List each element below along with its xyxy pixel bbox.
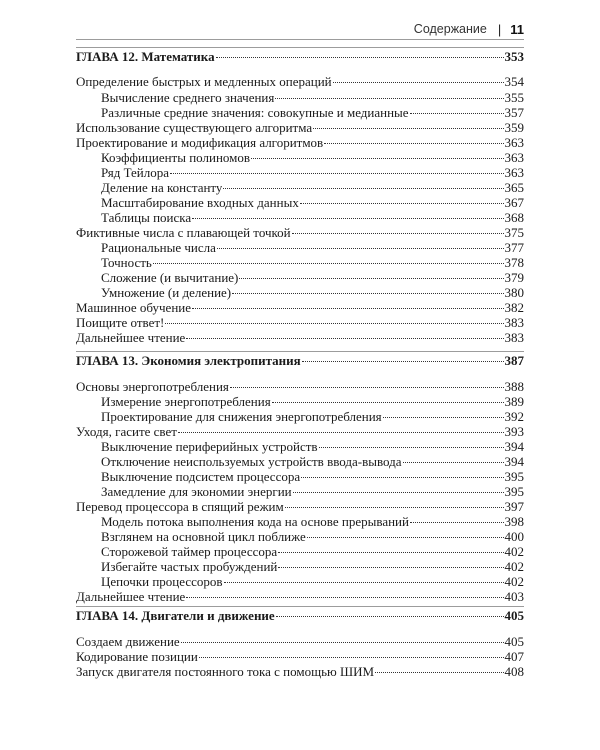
- toc-entry[interactable]: Модель потока выполнения кода на основе прерываний 398: [101, 514, 524, 529]
- running-head: [414, 19, 524, 39]
- toc-entry[interactable]: Машинное обучение 382: [76, 300, 524, 315]
- toc-entry[interactable]: Поищите ответ! 383: [76, 315, 524, 330]
- toc-entry[interactable]: Проектирование и модификация алгоритмов 363: [76, 135, 524, 150]
- toc-entry[interactable]: Коэффициенты полиномов 363: [101, 150, 524, 165]
- toc-entry[interactable]: Избегайте частых пробуждений 402: [101, 559, 524, 574]
- header-rule: [76, 39, 524, 40]
- running-head-section: Содержание: [413, 22, 487, 36]
- toc-entry[interactable]: Различные средние значения: совокупные и медианные 357: [101, 105, 524, 120]
- toc-entry[interactable]: Сложение (и вычитание) 379: [101, 270, 524, 285]
- toc-entry[interactable]: Фиктивные числа с плавающей точкой 375: [76, 225, 524, 240]
- toc-entry[interactable]: Деление на константу 365: [101, 180, 524, 195]
- toc-entry[interactable]: Создаем движение 405: [76, 634, 524, 649]
- toc-entry[interactable]: Кодирование позиции 407: [76, 649, 524, 664]
- toc-entry[interactable]: Использование существующего алгоритма 359: [76, 120, 524, 135]
- toc-entry[interactable]: Ряд Тейлора 363: [101, 165, 524, 180]
- toc-entry[interactable]: Точность 378: [101, 255, 524, 270]
- toc-entry[interactable]: Вычисление среднего значения 355: [101, 90, 524, 105]
- toc-entry[interactable]: Определение быстрых и медленных операций 354: [76, 74, 524, 89]
- toc-entry[interactable]: Умножение (и деление) 380: [101, 285, 524, 300]
- toc-entry[interactable]: Сторожевой таймер процессора 402: [101, 544, 524, 559]
- toc-entry[interactable]: Отключение неиспользуемых устройств ввода-вывода 394: [101, 454, 524, 469]
- toc-entry[interactable]: Перевод процессора в спящий режим 397: [76, 499, 524, 514]
- toc-entry[interactable]: Основы энергопотребления 388: [76, 379, 524, 394]
- running-head-separator: |: [497, 21, 502, 37]
- toc-entry[interactable]: Взглянем на основной цикл поближе 400: [101, 529, 524, 544]
- toc-entry[interactable]: Измерение энергопотребления 389: [101, 394, 524, 409]
- toc-chapter-13[interactable]: ГЛАВА 13. Экономия электропитания 387: [76, 353, 524, 368]
- toc-entry[interactable]: Дальнейшее чтение 403: [76, 589, 524, 604]
- toc-entry[interactable]: Дальнейшее чтение 383: [76, 330, 524, 345]
- toc-entry[interactable]: Запуск двигателя постоянного тока с помощью ШИМ 408: [76, 664, 524, 679]
- toc-entry[interactable]: Цепочки процессоров 402: [101, 574, 524, 589]
- toc-chapter-12[interactable]: ГЛАВА 12. Математика 353: [76, 49, 524, 64]
- page-number: 11: [510, 21, 524, 37]
- toc-entry[interactable]: Выключение подсистем процессора 395: [101, 469, 524, 484]
- toc-entry[interactable]: Замедление для экономии энергии 395: [101, 484, 524, 499]
- toc-entry[interactable]: Масштабирование входных данных 367: [101, 195, 524, 210]
- toc-entry[interactable]: Рациональные числа 377: [101, 240, 524, 255]
- toc-chapter-14[interactable]: ГЛАВА 14. Двигатели и движение 405: [76, 608, 524, 623]
- toc-entry[interactable]: Выключение периферийных устройств 394: [101, 439, 524, 454]
- toc-entry[interactable]: Уходя, гасите свет 393: [76, 424, 524, 439]
- toc-entry[interactable]: Проектирование для снижения энергопотребления 392: [101, 409, 524, 424]
- toc-entry[interactable]: Таблицы поиска 368: [101, 210, 524, 225]
